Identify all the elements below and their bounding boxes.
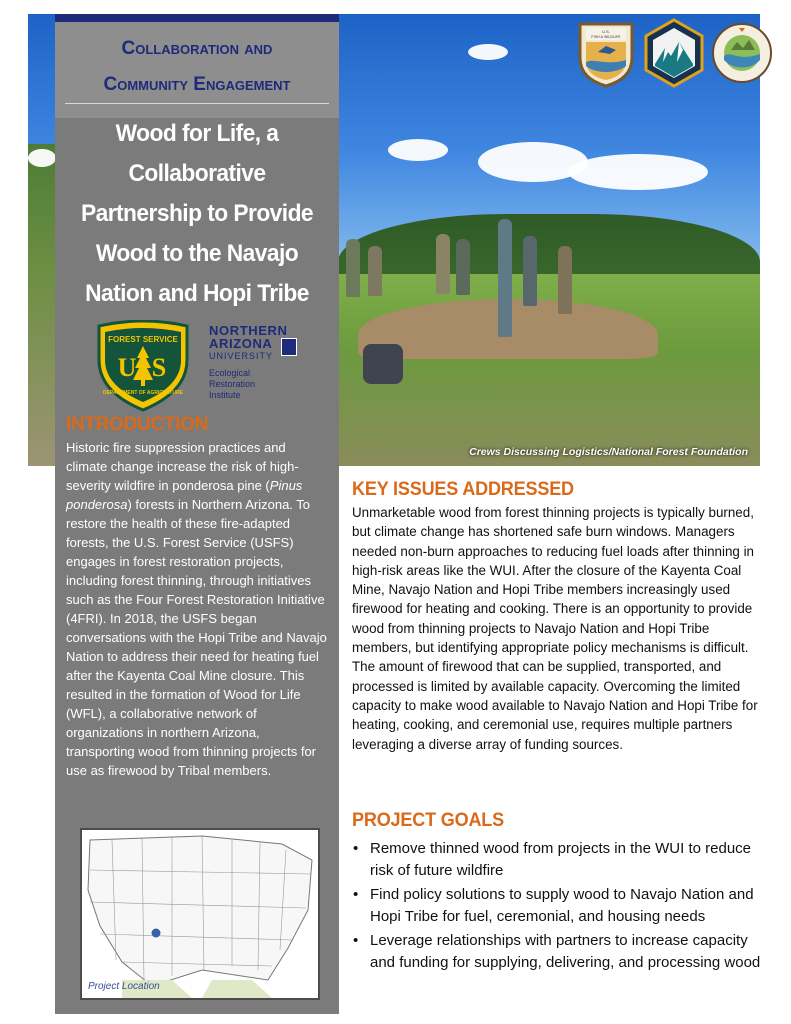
project-goals-heading: PROJECT GOALS — [352, 810, 504, 831]
eri-line: Institute — [209, 390, 241, 400]
page-title-line: Nation and Hopi Tribe — [85, 280, 309, 307]
nau-emblem-icon — [281, 338, 297, 356]
introduction-text — [66, 438, 330, 780]
cloud — [468, 44, 508, 60]
crew-member — [498, 219, 512, 337]
project-location-map — [80, 828, 320, 1000]
section-heading-line1: Collaboration and — [121, 38, 273, 59]
introduction-heading: INTRODUCTION — [66, 414, 209, 435]
cloud — [568, 154, 708, 190]
project-location-marker — [152, 929, 161, 938]
page-title-line: Collaborative — [128, 160, 266, 187]
sidebar-top-bar — [55, 14, 339, 22]
page-title-line: Wood to the Navajo — [95, 240, 299, 267]
crew-member — [436, 234, 450, 294]
page-title-line: Wood for Life, a — [115, 120, 279, 147]
intro-italic-species: Pinus ponderosa — [66, 478, 303, 512]
crew-member — [363, 344, 403, 384]
cloud — [388, 139, 448, 161]
crew-member — [558, 246, 572, 314]
svg-text:U.S.: U.S. — [602, 29, 610, 34]
photo-left-vegetation — [28, 144, 58, 466]
crew-member — [456, 239, 470, 295]
project-goals-list — [352, 838, 762, 976]
forest-service-shield-logo — [93, 320, 193, 417]
page-title-line: Partnership to Provide — [80, 200, 314, 227]
intro-text-part: Historic fire suppression practices and climate change increase the risk of high-severity wildfire in ponderosa pine ( — [66, 440, 299, 493]
eri-line: Restoration — [209, 379, 256, 389]
map-label: Project Location — [88, 981, 160, 992]
fish-wildlife-service-logo — [575, 18, 637, 88]
svg-text:FISH & WILDLIFE: FISH & WILDLIFE — [591, 35, 621, 39]
intro-text-part: ) forests in Northern Arizona. To restore the health of these fire-adapted forests, the U.S. Forest Service (USFS) engages in forest restoration projects, including forest thinning, through initiatives such as the Four Forest Restoration Initiative (4FRI). In 2018, the USFS began conversations with the Hopi Tribe and Navajo Nation to address their need for heating fuel after the Kayenta Coal Mine closure. This resulted in the formation of Wood for Life (WFL), a collaborative network of organizations in northern Arizona, transporting wood from thinning projects for use as firewood by Tribal members. — [66, 497, 327, 778]
hexagon-mountain-logo — [643, 18, 705, 88]
forest-service-bottom-text: DEPARTMENT OF AGRICULTURE — [103, 390, 183, 396]
nau-logo — [209, 324, 287, 363]
cloud — [28, 149, 56, 167]
section-heading-line2: Community Engagement — [103, 74, 291, 95]
key-issues-heading: KEY ISSUES ADDRESSED — [352, 479, 574, 500]
svg-text:S: S — [151, 353, 167, 382]
list-item: • Find policy solutions to supply wood to Navajo Nation and Hopi Tribe for fuel, ceremonial, and housing needs — [352, 884, 762, 928]
heading-divider — [65, 103, 329, 104]
list-item: • Leverage relationships with partners to increase capacity and funding for supplying, delivering, and processing wood — [352, 930, 762, 974]
key-issues-text: Unmarketable wood from forest thinning projects is typically burned, but climate change has shortened safe burn windows. Managers needed non-burn approaches to reducing fuel loads after thinning in high-risk areas like the WUI. After the closure of the Kayenta Coal Mine, Navajo Nation and Hopi Tribe members increasingly used firewood for heating and cooking. There is an opportunity to provide wood from thinning projects to Navajo Nation and Hopi Tribe members, but identifying appropriate policy mechanisms is difficult. The amount of firewood that can be supplied, transported, and processed is limited by available capacity. Overcoming the limited capacity to make wood available to Navajo Nation and Hopi Tribe for heating, cooking, and ceremonial use, requires multiple partners leveraging a diverse array of funding sources. — [352, 505, 758, 752]
forest-service-top-text: FOREST SERVICE — [108, 335, 178, 344]
partner-badges — [575, 18, 773, 88]
nau-logo-line: UNIVERSITY — [209, 351, 274, 361]
crew-member — [346, 239, 360, 297]
list-item: • Remove thinned wood from projects in the WUI to reduce risk of future wildfire — [352, 838, 762, 882]
photo-caption: Crews Discussing Logistics/National Forest Foundation — [469, 446, 748, 458]
nau-logo-line: ARIZONA — [209, 336, 273, 351]
crew-member — [368, 246, 382, 296]
eri-label — [209, 368, 255, 401]
svg-text:U: U — [117, 353, 137, 382]
nau-logo-line: NORTHERN — [209, 323, 288, 338]
conservation-circle-logo — [711, 18, 773, 88]
crew-member — [523, 236, 537, 306]
sidebar-logos — [93, 320, 333, 412]
eri-line: Ecological — [209, 368, 251, 378]
page-title — [71, 114, 324, 314]
